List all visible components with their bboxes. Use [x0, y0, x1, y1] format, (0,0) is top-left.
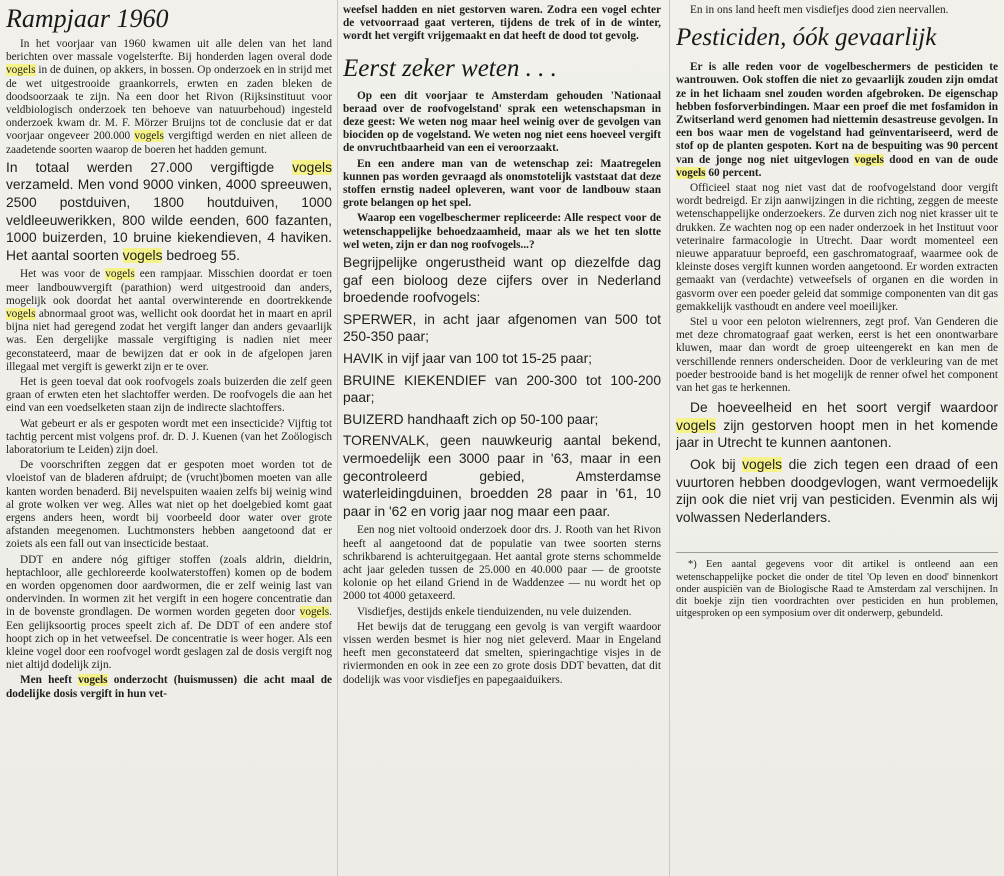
pull-paragraph: [676, 399, 998, 452]
search-highlight: vogels: [676, 166, 706, 179]
text-run: In totaal werden 27.000 vergiftigde: [6, 159, 293, 175]
body-paragraph: Stel u voor een peloton wielrenners, zegt prof. Van Genderen die met deze chromatograaf gaat werken, eerst is het een onontwarbare kluwen, maar dan wordt de groep uiteengerekt en kan men de verschillende renners onderscheiden. Door de verkleuring van de met poeder bestrooide band is het mogelijk de renner ofwel het component van het gas te herkennen.: [676, 316, 998, 395]
article-title: Rampjaar 1960: [6, 4, 169, 33]
text-run: zijn gestorven hoopt men in het komende jaar in Utrecht te kunnen aantonen.: [676, 417, 998, 451]
search-highlight: vogels: [6, 64, 36, 77]
column-divider: [669, 0, 670, 876]
pull-paragraph: [6, 159, 332, 265]
text-run: vergiftigd werden en niet alleen de zaadetende soorten waarop de boeren het hadden gemunt.: [6, 130, 332, 156]
section-heading: Eerst zeker weten . . .: [343, 54, 557, 82]
body-paragraph: Wat gebeurt er als er gespoten wordt met een insecticide? Vijftig tot tachtig percent mist volgens prof. dr. D. J. Kuenen (van het Zoölogisch laboratorium te Leiden) zijn doel.: [6, 417, 332, 457]
search-highlight: vogels: [676, 417, 716, 433]
section-heading: Pesticiden, óók gevaarlijk: [676, 24, 937, 52]
text-run: Ook bij: [690, 457, 743, 473]
body-paragraph: En een andere man van de wetenschap zei: Maatregelen kunnen pas worden gevraagd als onomstotelijk vaststaat dat deze stoffen ernstig nadeel opleveren, want voor de landbouw staan grote belangen op het spel.: [343, 157, 661, 210]
text-run: in de duinen, op akkers, in bossen. Op onderzoek en in strijd met de wet uitgestrooide graankorrels, erwten en zaden bleken de doodsoorzaak te zijn. Na een door het Rivon (Rijksinstituut voor veldbiologisch onderzoek ten behoeve van natuurbehoud) ingesteld onderzoek kwam dr. M. F. Mörzer Bruijns tot de conclusie dat er dat voorjaar ongeveer 200.000: [6, 64, 332, 143]
body-paragraph: [6, 674, 332, 700]
text-run: onderzocht (huismussen) die acht maal de dodelijke dosis vergift in hun vet-: [6, 674, 332, 700]
search-highlight: vogels: [299, 606, 330, 619]
pull-paragraph: Begrijpelijke ongerustheid want op diezelfde dag gaf een bioloog deze cijfers over in Nederland broedende roofvogels:: [343, 255, 661, 306]
column-divider: [337, 0, 338, 876]
search-highlight: vogels: [742, 457, 783, 473]
pull-paragraph: [676, 456, 998, 526]
species-entry: TORENVALK, geen nauwkeurig aantal bekend, vermoedelijk een 3000 paar in '63, maar in een gecontroleerd gebied, Amsterdamse waterleidingduinen, broedden 28 paar in '61, 10 paar in '62 en vorig jaar nog maar een paar.: [343, 433, 661, 519]
intro-paragraph: [6, 38, 332, 157]
body-paragraph: Officieel staat nog niet vast dat de roofvogelstand door vergift wordt bedreigd. Er zijn aanwijzingen in die richting, zeggen de meeste wetenschappelijke onderzoekers. Ze durven zich nog niet krasser uit te drukken. Ze wachten nog op een nader onderzoek in het Instituut voor veterinaire farmacologie in Utrecht. Daar wordt momenteel een nieuwe apparatuur beproefd, een gaschromatograaf, waarmee ook de kleinste doses vergift kunnen worden aangetoond. Er worden extracten gemaakt van (verdachte) vetweefsels of organen en die worden in gasvorm over een poeder geleid dat sommige componenten van dit gas gemakkelijk vasthoudt en andere veel moeilijker.: [676, 182, 998, 313]
footnote: *) Een aantal gegevens voor dit artikel is ontleend aan een wetenschappelijke pocket die onder de titel 'Op leven en dood' binnenkort onder auspiciën van de Biologische Raad te Amsterdam zal verschijnen. In dit boekje zijn tien voordrachten over pesticiden en hun problemen, uitgesproken op een symposium over dit onderwerp, gebundeld.: [676, 559, 998, 620]
text-run: . Een gelijksoortig proces speelt zich af. De DDT of een andere stof hoopt zich op in het vetweefsel. De concentratie is weer hoger. Als een kleine vogel door een roofvogel wordt geslagen zal de dosis vergift nog niet altijd dodelijk zijn.: [6, 606, 332, 672]
body-paragraph: Visdiefjes, destijds enkele tienduizenden, nu vele duizenden.: [357, 605, 632, 618]
right-column: [676, 4, 998, 872]
continued-paragraph: weefsel hadden en niet gestorven waren. Zodra een vogel echter de vetvoorraad gaat verteren, tijdens de trek of in de winter, wordt het vergift vrijgemaakt en dat heeft de dood tot gevolg.: [343, 4, 661, 43]
text-run: die zich tegen een draad of een vuurtoren hebben doodgevlogen, want vermoedelijk zijn ook die niet vrij van pesticiden. Evenmin als wij volwassen Nederlanders.: [676, 457, 998, 525]
species-entry: SPERWER, in acht jaar afgenomen van 500 tot 250-350 paar;: [343, 311, 661, 345]
text-run: 60 percent.: [705, 166, 762, 179]
body-paragraph: Waarop een vogelbeschermer repliceerde: Alle respect voor de wetenschappelijke behoedzaamheid, maar als we het ten slotte wel weten, zijn er dan nog roofvogels...?: [343, 212, 661, 251]
search-highlight: vogels: [105, 268, 135, 281]
body-paragraph: Op een dit voorjaar te Amsterdam gehouden 'Nationaal beraad over de roofvogelstand' sprak een wetenschapsman in deze geest: We weten nog maar heel weinig over de gevolgen van biociden op de vogelstand. We weten nog niet eens hoeveel vergift de onvruchtbaarheid van een ei veroorzaakt.: [343, 89, 661, 155]
search-highlight: vogels: [292, 159, 332, 175]
text-run: De hoeveelheid en het soort vergif waardoor: [690, 400, 998, 416]
middle-column: [343, 4, 661, 872]
text-run: dood en van de oude: [883, 153, 998, 166]
text-run: Er is alle reden voor de vogelbeschermers de pesticiden te wantrouwen. Ook stoffen die niet zo gevaarlijk zouden zijn omdat ze in het lichaam snel zouden worden afgebroken. De eigenschap hebben fosforverbindingen. Maar een proef die met fosfamidon in Zwitserland werd genomen had niettemin desastreuse gevolgen. In een bos waar men de vogelstand had geïnventariseerd, werd de stof op de planten gespoten. Kort na de bespuiting was 90 percent van de jonge nog niet uitgevlogen: [676, 61, 998, 166]
search-highlight: vogels: [854, 153, 884, 166]
species-entry: HAVIK in vijf jaar van 100 tot 15-25 paar;: [343, 351, 592, 367]
text-run: In het voorjaar van 1960 kwamen uit alle delen van het land berichten over massale vogelsterfte. Bij honderden lagen overal dode: [6, 38, 332, 64]
text-run: Het was voor de: [20, 268, 106, 281]
body-paragraph: Een nog niet voltooid onderzoek door drs. J. Rooth van het Rivon heeft al aangetoond dat de populatie van twee soorten sterns schrikbarend is achteruitgegaan. Het aantal grote sterns schommelde acht jaar geleden tussen de 25.000 en 40.000 paar — de grootste kolonie op het eiland Griend in de Waddenzee — nu wordt het op 2000 tot 4000 getaxeerd.: [343, 524, 661, 603]
continued-paragraph: En in ons land heeft men visdiefjes dood zien neervallen.: [690, 4, 949, 16]
search-highlight: vogels: [134, 130, 164, 143]
text-run: verzameld. Men vond 9000 vinken, 4000 spreeuwen, 2500 postduiven, 1800 houtduiven, 1000 veldleeuwerikken, 800 wilde eenden, 600 fazanten, 1000 buizerden, 10 bruine kiekendieven, 4 haviken. Het aantal soorten: [6, 177, 332, 263]
search-highlight: vogels: [6, 308, 36, 320]
search-highlight: vogels: [122, 247, 163, 263]
text-run: DDT en andere nóg giftiger stoffen (zoals aldrin, dieldrin, heptachloor, alle gechloreerde koolwaterstoffen) komen op de bodem en worden opgenomen door aardwormen, die er zelf weinig last van ondervinden. In wormen zit het vergift in een hogere concentratie dan in de bovenste grondlagen. De wormen worden gegeten door: [6, 553, 332, 619]
footnote-block: [676, 552, 998, 620]
body-paragraph: Het is geen toeval dat ook roofvogels zoals buizerden die zelf geen graan of erwten eten het slachtoffer werden. De roofvogels die aan het eind van een voedselketen staan zijn de indirecte slachtoffers.: [6, 376, 332, 415]
search-highlight: vogels: [78, 674, 108, 687]
body-paragraph: [6, 554, 332, 673]
body-paragraph: [676, 61, 998, 180]
text-run: Men heeft: [20, 674, 79, 687]
text-run: bedroeg 55.: [162, 247, 240, 263]
species-entry: BUIZERD handhaaft zich op 50-100 paar;: [343, 411, 599, 427]
body-paragraph: Het bewijs dat de teruggang een gevolg is van vergift waardoor vissen werden besmet is hier nog niet geleverd. Maar in Engeland heeft men geconstateerd dat smelten, spieringachtige visjes in de riviermonden en ook in zee een zo grote dosis DDT bevatten, dat dit dodelijk was voor visdiefjes en papegaaiduikers.: [343, 620, 661, 686]
text-run: een rampjaar. Misschien doordat er toen meer landbouwvergift (parathion) werd uitgestrooid dan anders, mogelijk ook doordat het aantal overwinterende en doortrekkende: [6, 268, 332, 307]
body-paragraph: [6, 268, 332, 374]
text-run: abnormaal groot was, wellicht ook doordat het in maart en april bijna niet had geregend zodat het vergift langer dan anders gevaarlijk was. Een dergelijke massale vergiftiging is nadien niet meer geconstateerd, maar de bewijzen dat er ook in de afgelopen jaren illegaal met vergift is gewerkt zijn er te over.: [6, 308, 332, 373]
body-paragraph: De voorschriften zeggen dat er gespoten moet worden tot de vloeistof van de bladeren afdruipt; de (vrucht)bomen moeten van alle kanten worden benaderd. Bij nevelspuiten waaien zelfs bij weinig wind al grote wolken ver weg. Alles wat niet op het doelgebied komt gaat ergens anders heen, wordt bij voorbeeld door water over grote afstanden meegenomen. Luchtmonsters hebben aangetoond dat er zoiets als een fall out van insecticide bestaat.: [6, 459, 332, 551]
left-column: [6, 4, 332, 872]
species-entry: BRUINE KIEKENDIEF van 200-300 tot 100-200 paar;: [343, 372, 661, 406]
